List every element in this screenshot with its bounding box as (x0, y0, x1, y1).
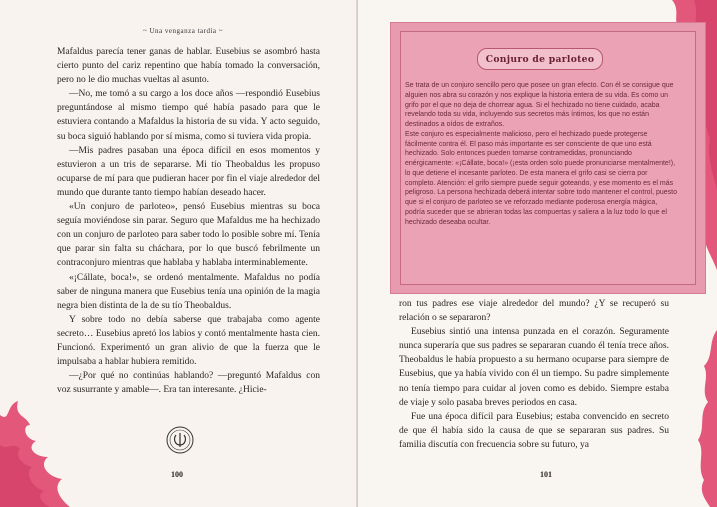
body-text-right (399, 297, 669, 452)
seal-ornament-icon (165, 425, 195, 455)
spell-box-title-banner (477, 48, 603, 70)
paragraph: —No, me tomó a su cargo a los doce años —respondió Eusebius preguntándose al mismo tiempo qué había pasado para que le estuviera contando a Mafaldus la historia de su vida. Y acto seguido, su boca siguió hablando por sí misma, como si tuviera vida propia. (57, 89, 320, 142)
right-page (358, 0, 717, 507)
paragraph: Y sobre todo no debía saberse que trabajaba como agente secreto… Eusebius apretó los labios y contó mentalmente hasta cien. Funcionó. Experimentó un gran alivio de que la fuerza que le impulsaba a hablar hubiera remitido. (57, 314, 320, 368)
spell-info-box (390, 22, 706, 294)
paragraph: ron tus padres ese viaje alrededor del mundo? ¿Y se recuperó su relación o se separaron? (399, 299, 669, 324)
flame-decoration-right-bottom (680, 330, 717, 507)
left-page (0, 0, 357, 507)
paragraph: «¡Cállate, boca!», se ordenó mentalmente. Mafaldus no podía saber de ninguna manera que Eusebius tenía una opinión de la magia negra bien distinta de la de su tío Theobaldus. (57, 272, 320, 311)
body-text-left (57, 45, 320, 397)
flame-decoration-left (0, 395, 70, 507)
spell-box-text (405, 81, 678, 227)
spell-box-title: Conjuro de parloteo (485, 53, 595, 65)
paragraph: —¿Por qué no continúas hablando? —preguntó Mafaldus con voz susurrante y amable—. Era tan interesante. ¿Hicie- (57, 371, 320, 396)
page-number-right: 101 (540, 470, 552, 479)
running-head: ~ Una venganza tardía ~ (142, 27, 224, 35)
page-number-left: 100 (171, 470, 183, 479)
paragraph: Mafaldus parecía tener ganas de hablar. Eusebius se asombró hasta cierto punto del cariz repentino que había tomado la conversación, pero no le dio muchas vueltas al asunto. (57, 47, 320, 86)
spell-paragraph: Este conjuro es especialmente malicioso, pero el hechizado puede protegerse fácilmente contra él. El paso más importante es ser consciente de que uno está hechizado. Solo entonces pueden tomarse contramedidas, pronunciando enérgicamente: «¡Cállate, boca!» (¡esta orden solo puede pronunciarse mentalmente!), lo que detiene el incesante parloteo. De esta manera el grifo casi se cierra por completo. Atención: el grifo siempre puede seguir goteando, y ese momento es el más peligroso. La persona hechizada deberá intentar sobre todo mantener el control, puesto que si el conjuro de parloteo se ve reforzado mediante poderosa energía mágica, podría suceder que se abrieran todas las compuertas y saliera a la luz todo lo que el hechizado deseaba ocultar. (405, 130, 678, 226)
paragraph: —Mis padres pasaban una época difícil en esos momentos y estuvieron a un tris de separarse. Mi tío Theobaldus les propuso ocuparse de mí para que pudieran hacer por fin el viaje alrededor del mundo que durante tanto tiempo habían deseado hacer. (57, 145, 320, 198)
paragraph: Eusebius sintió una intensa punzada en el corazón. Seguramente nunca superaría que sus padres se separaran cuando él tenía trece años. Theobaldus le había propuesto a su hermano ocuparse para siempre de Eusebius, que ya había vivido con él un tiempo. Su padre simplemente no tenía tiempo para cuidar al joven como es debido. Siempre estaba de viaje y solo pasaba breves periodos en casa. (399, 327, 669, 408)
paragraph: Fue una época difícil para Eusebius; estaba convencido en secreto de que él había sido la causa de que se separaran sus padres. Su familia discutía con frecuencia sobre su futuro, ya (399, 411, 669, 450)
spell-paragraph: Se trata de un conjuro sencillo pero que posee un gran efecto. Con él se consigue que alguien nos abra su corazón y nos explique la historia entera de su vida. Es como un grifo por el que no deja de chorrear agua. Si el hechizado no tiene cuidado, acaba revelando toda su vida, incluyendo sus secretos más íntimos, los que no están destinados a oídos de extraños. (405, 82, 674, 128)
paragraph: «Un conjuro de parloteo», pensó Eusebius mientras su boca seguía moviéndose sin parar. Seguro que Mafaldus me ha hechizado con un conjuro de parloteo para saber todo lo posible sobre mí. Tenía que parar sin falta su cháchara, por lo que buscó febrilmente un contraconjuro mientras que hablaba y hablaba interminablemente. (57, 202, 320, 269)
